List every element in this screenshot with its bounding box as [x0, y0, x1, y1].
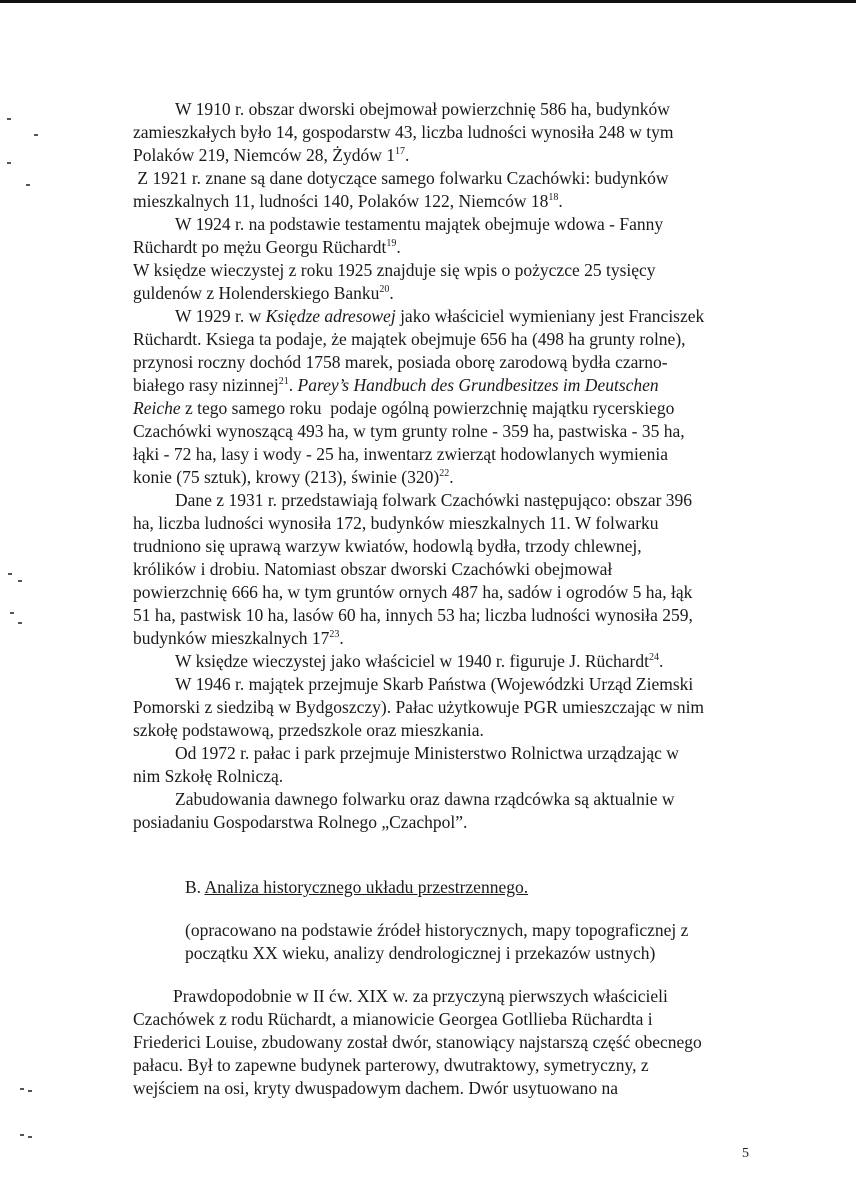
footnote-ref: 24 [648, 652, 659, 664]
text-line: posiadaniu Gospodarstwa Rolnego „Czachpol”. [133, 812, 468, 832]
text-line: konie (75 sztuk), krowy (213), świnie (320) [133, 467, 440, 487]
scan-mark [28, 1136, 32, 1138]
text-line: przynosi roczny dochód 1758 marek, posiada oborę zarodową bydła czarno- [133, 352, 668, 372]
text-run: jako właściciel wymieniany jest Franciszek [395, 306, 705, 326]
paragraph-1921: Z 1921 r. znane są dane dotyczące samego folwarku Czachówki: budynków mieszkalnych 11, ludności 140, Polaków 122, Niemców $18^{18}$. [133, 168, 669, 211]
text-run: W 1929 r. w [175, 306, 266, 326]
footnote-ref: 17 [395, 146, 405, 158]
paragraph-1946 [133, 673, 773, 742]
text-line: W 1946 r. majątek przejmuje Skarb Państwa (Wojewódzki Urząd Ziemski [175, 674, 694, 694]
text-line: Rüchardt po mężu Georgu Rüchardt [133, 237, 387, 257]
text-line: łąki - 72 ha, lasy i wody - 25 ha, inwentarz zwierząt hodowlanych wymienia [133, 444, 669, 464]
text-line: Czachówek z rodu Rüchardt, a mianowicie Georgea Gotllieba Rüchardta i [133, 1009, 653, 1029]
scan-mark [20, 1134, 24, 1136]
text-line: Pomorski z siedzibą w Bydgoszczy). Pałac użytkowuje PGR umieszczając w nim [133, 697, 705, 717]
italic-title: Reiche [133, 398, 181, 418]
text-line: mieszkalnych 11, ludności 140, Polaków 122, Niemców 18 [133, 191, 549, 211]
paragraph-history [133, 985, 773, 1100]
text-line: królików i drobiu. Natomiast obszar dworski Czachówki obejmował [133, 559, 613, 579]
top-border-line [0, 0, 856, 3]
text-line: Prawdopodobnie w II ćw. XIX w. za przyczyną pierwszych właścicieli [173, 986, 668, 1006]
paragraph-1925: W księdze wieczystej z roku 1925 znajduje się wpis o pożyczce 25 tysięcy guldenów z Holenderskiego Banku$^{20}$. [133, 260, 656, 303]
section-title: Analiza historycznego układu przestrzennego. [204, 877, 529, 897]
scan-mark [8, 573, 12, 575]
text-line: guldenów z Holenderskiego Banku [133, 283, 380, 303]
text-line: Dane z 1931 r. przedstawiają folwark Czachówki następująco: obszar 396 [175, 490, 693, 510]
text-line: Rüchardt. Ksiega ta podaje, że majątek obejmuje 656 ha (498 ha grunty rolne), [133, 329, 686, 349]
scan-mark [28, 1090, 32, 1092]
italic-title: Księdze adresowej [265, 306, 396, 326]
text-run: z tego samego roku podaje ogólną powierzchnię majątku rycerskiego [180, 398, 675, 418]
paragraph-1931: Dane z 1931 r. przedstawiają folwark Czachówki następująco: obszar 396 ha, liczba ludności wynosiła 172, budynków mieszkalnych 11. W folwarku trudniono się uprawą warzyw kwiatów, hodowlą bydła, trzody chlewnej, królików i drobiu. Natomiast obszar dworski Czachówki obejmował powierzchnię 666 ha, w tym gruntów ornych 487 ha, sadów i ogrodów 5 ha, łąk 51 ha, pastwisk 10 ha, lasów 60 ha, innych 53 ha; liczba ludności wynosiła 259, budynków mieszkalnych $17^{23}$. [133, 490, 693, 648]
footnote-ref: 21 [278, 376, 289, 388]
text-line: Od 1972 r. pałac i park przejmuje Ministerstwo Rolnictwa urządzając w [175, 743, 679, 763]
text-line: 51 ha, pastwisk 10 ha, lasów 60 ha, innych 53 ha; liczba ludności wynosiła 259, [133, 605, 693, 625]
text-line: Czachówki wynoszącą 493 ha, w tym grunty rolne - 359 ha, pastwiska - 35 ha, [133, 421, 685, 441]
paragraph-czachpol [133, 788, 773, 834]
scan-mark [10, 612, 14, 614]
scan-mark [7, 118, 11, 120]
text-line: szkołę podstawową, przedszkole oraz mieszkania. [133, 720, 484, 740]
text-line: Zabudowania dawnego folwarku oraz dawna rządcówka są aktualnie w [175, 789, 675, 809]
text-line: W księdze wieczystej z roku 1925 znajduje się wpis o pożyczce 25 tysięcy [133, 260, 656, 280]
text-line: Polaków 219, Niemców 28, Żydów 1 [133, 145, 395, 165]
section-heading [133, 876, 773, 899]
scan-mark [18, 580, 22, 582]
paragraph-1924: W 1924 r. na podstawie testamentu majątek obejmuje wdowa - Fanny Rüchardt po mężu Georgu Rüchardt$^{19}$. [133, 214, 664, 257]
text-line: początku XX wieku, analizy dendrologicznej i przekazów ustnych) [185, 943, 656, 963]
paragraph-1910: W 1910 r. obszar dworski obejmował powierzchnię 586 ha, budynków zamieszkałych było 14, gospodarstw 43, liczba ludności wynosiła 248 w tym Polaków 219, Niemców 28, Żydów $1^{17}$. [133, 99, 674, 165]
text-line: W 1924 r. na podstawie testamentu majątek obejmuje wdowa - Fanny [175, 214, 664, 234]
text-line: zamieszkałych było 14, gospodarstw 43, liczba ludności wynosiła 248 w tym [133, 122, 674, 142]
paragraph-1929: W 1929 r. w Księdze adresowej jako właściciel wymieniany jest Franciszek Rüchardt. Ksiega ta podaje, że majątek obejmuje 656 ha (498 ha grunty rolne), przynosi roczny dochód 1758 marek, posiada oborę zarodową bydła czarno- białego rasy nizinnej$^{21}$. Parey’s Handbuch des Grundbesitzes im Deutschen Reiche z tego samego roku podaje ogólną powierzchnię majątku rycerskiego Czachówki wynoszącą 493 ha, w tym grunty rolne - 359 ha, pastwiska - 35 ha, łąki - 72 ha, lasy i wody - 25 ha, inwentarz zwierząt hodowlanych wymienia konie (75 sztuk), krowy (213), świnie $(320)^{22}$. [133, 306, 705, 487]
text-line: trudniono się uprawą warzyw kwiatów, hodowlą bydła, trzody chlewnej, [133, 536, 642, 556]
scan-mark [18, 622, 22, 624]
text-run: . [288, 375, 298, 395]
text-line: Friederici Louise, zbudowany został dwór, stanowiący najstarszą część obecnego [133, 1032, 702, 1052]
text-line: W księdze wieczystej jako właściciel w 1940 r. figuruje J. Rüchardt [175, 651, 649, 671]
paragraph-1972 [133, 742, 773, 788]
italic-title: Parey’s Handbuch des Grundbesitzes im Deutschen [297, 375, 659, 395]
text-line: wejściem na osi, kryty dwuspadowym dachem. Dwór usytuowano na [133, 1078, 619, 1098]
text-line: budynków mieszkalnych 17 [133, 628, 330, 648]
footnote-ref: 20 [379, 284, 390, 296]
text-line: nim Szkołę Rolniczą. [133, 766, 284, 786]
footnote-ref: 18 [548, 192, 559, 204]
scan-mark [26, 184, 30, 186]
text-line: białego rasy nizinnej [133, 375, 279, 395]
footnote-ref: 22 [439, 468, 450, 480]
text-line: powierzchnię 666 ha, w tym gruntów ornych 487 ha, sadów i ogrodów 5 ha, łąk [133, 582, 693, 602]
paragraph-1940: W księdze wieczystej jako właściciel w 1940 r. figuruje J. Rüchardt$^{24}$. [175, 651, 664, 671]
source-note [133, 919, 773, 965]
text-line: Z 1921 r. znane są dane dotyczące samego folwarku Czachówki: budynków [133, 168, 669, 188]
section-letter: B. [185, 877, 205, 897]
text-line: W 1910 r. obszar dworski obejmował powierzchnię 586 ha, budynków [175, 99, 670, 119]
footnote-ref: 19 [386, 238, 397, 250]
scan-mark [7, 162, 11, 164]
scan-mark [34, 134, 38, 136]
text-line: (opracowano na podstawie źródeł historycznych, mapy topograficznej z [185, 920, 689, 940]
text-line: ha, liczba ludności wynosiła 172, budynków mieszkalnych 11. W folwarku [133, 513, 659, 533]
page-number: 5 [742, 1146, 749, 1161]
scan-mark [20, 1088, 24, 1090]
page-content [133, 98, 773, 1100]
footnote-ref: 23 [329, 629, 340, 641]
text-line: pałacu. Był to zapewne budynek parterowy, dwutraktowy, symetryczny, z [133, 1055, 649, 1075]
